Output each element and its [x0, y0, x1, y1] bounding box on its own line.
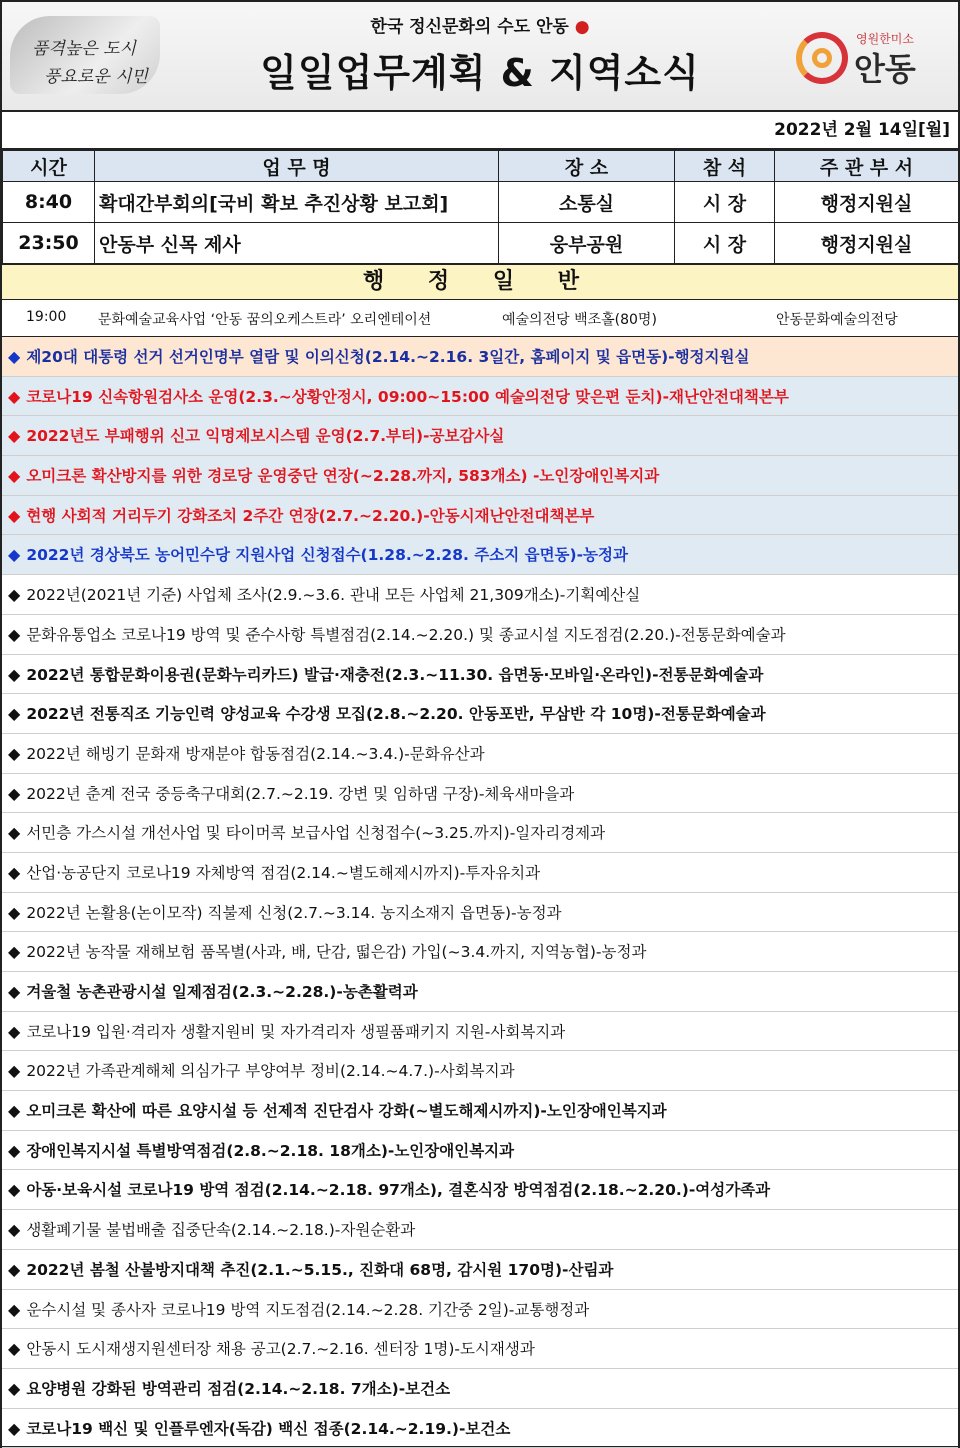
notice-item	[2, 1329, 958, 1369]
notice-text: 오미크론 확산방지를 위한 경로당 운영중단 연장(~2.28.까지, 583개소) -노인장애인복지과	[26, 467, 660, 486]
notice-item	[2, 1409, 958, 1448]
diamond-bullet-icon: ◆	[8, 1140, 21, 1160]
notice-text: 제20대 대통령 선거 선거인명부 열람 및 이의신청(2.14.~2.16. 3일간, 홈페이지 및 읍면동)-행정지원실	[26, 348, 750, 366]
diamond-bullet-icon: ◆	[8, 545, 21, 565]
event-task: 문화예술교육사업 ‘안동 꿈의오케스트라’ 오리엔테이션	[98, 312, 432, 328]
row-dept: 행정지원실	[775, 182, 959, 223]
notice-text: 2022년 해빙기 문화재 방재분야 합동점검(2.14.~3.4.)-문화유산과	[26, 744, 485, 763]
diamond-bullet-icon: ◆	[8, 783, 21, 803]
diamond-bullet-icon: ◆	[8, 505, 21, 525]
notice-item	[2, 893, 958, 933]
notice-text: 산업·농공단지 코로나19 자체방역 점검(2.14.~별도해제시까지)-투자유치과	[26, 863, 541, 882]
diamond-bullet-icon: ◆	[8, 664, 21, 684]
row-time: 23:50	[3, 223, 95, 264]
notice-item	[2, 1051, 958, 1091]
subtitle-text: 한국 정신문화의 수도 안동	[370, 17, 569, 37]
logo-slogan: 영원한미소	[856, 32, 914, 46]
row-place: 웅부공원	[499, 223, 675, 264]
notice-item	[2, 1170, 958, 1210]
notice-text: 현행 사회적 거리두기 강화조치 2주간 연장(2.7.~2.20.)-안동시재난안전대책본부	[26, 506, 595, 525]
diamond-bullet-icon: ◆	[8, 1021, 21, 1041]
diamond-bullet-icon: ◆	[8, 1220, 21, 1240]
diamond-bullet-icon: ◆	[8, 942, 21, 962]
notice-text: 2022년 춘계 전국 중등축구대회(2.7.~2.19. 강변 및 임하댐 구장)-체육새마을과	[26, 784, 575, 803]
schedule-table	[2, 150, 959, 264]
notice-text: 2022년(2021년 기준) 사업체 조사(2.9.~3.6. 관내 모든 사업체 21,309개소)-기획예산실	[26, 586, 641, 605]
notice-text: 아동·보육시설 코로나19 방역 점검(2.14.~2.18. 97개소), 결혼식장 방역점검(2.18.~2.20.)-여성가족과	[26, 1181, 771, 1200]
notice-item	[2, 1290, 958, 1330]
notice-item	[2, 694, 958, 734]
notice-text: 2022년도 부패행위 신고 익명제보시스템 운영(2.7.부터)-공보감사실	[26, 427, 505, 446]
notice-text: 2022년 봄철 산불방지대책 추진(2.1.~5.15., 진화대 68명, 감시원 170명)-산림과	[26, 1260, 614, 1279]
diamond-bullet-icon: ◆	[8, 1339, 21, 1359]
row-time: 8:40	[3, 182, 95, 223]
notice-item	[2, 813, 958, 853]
diamond-bullet-icon: ◆	[8, 704, 21, 724]
notice-item	[2, 1210, 958, 1250]
table-row	[3, 223, 959, 264]
notice-item	[2, 456, 958, 496]
notice-item	[2, 1250, 958, 1290]
notice-item	[2, 337, 958, 377]
row-task: 안동부 신목 제사	[95, 223, 499, 264]
section-title: 행 정 일 반	[2, 264, 958, 300]
diamond-bullet-icon: ◆	[8, 862, 21, 882]
notice-text: 2022년 논활용(논이모작) 직불제 신청(2.7.~3.14. 농지소재지 읍면동)-농정과	[26, 903, 562, 922]
slogan-line1: 품격높은 도시	[32, 39, 136, 59]
notice-item	[2, 655, 958, 695]
notice-item	[2, 1131, 958, 1171]
col-place: 장 소	[499, 151, 675, 182]
diamond-bullet-icon: ◆	[8, 1101, 21, 1121]
diamond-bullet-icon: ◆	[8, 426, 21, 446]
notice-item	[2, 575, 958, 615]
row-task: 확대간부회의[국비 확보 추진상황 보고회]	[95, 182, 499, 223]
notice-text: 2022년 통합문화이용권(문화누리카드) 발급·재충전(2.3.~11.30. 읍면동·모바일·온라인)-전통문화예술과	[26, 665, 764, 684]
row-attendee: 시 장	[675, 223, 775, 264]
col-time: 시간	[3, 151, 95, 182]
notice-list	[2, 337, 958, 1448]
notice-text: 서민층 가스시설 개선사업 및 타이머콕 보급사업 신청접수(~3.25.까지)-일자리경제과	[26, 824, 606, 843]
notice-item	[2, 416, 958, 456]
logo-city-name: 안동	[854, 50, 916, 88]
diamond-bullet-icon: ◆	[8, 823, 21, 843]
notice-item	[2, 535, 958, 575]
row-dept: 행정지원실	[775, 223, 959, 264]
notice-text: 안동시 도시재생지원센터장 채용 공고(2.7.~2.16. 센터장 1명)-도시재생과	[26, 1340, 535, 1359]
col-dept: 주 관 부 서	[775, 151, 959, 182]
notice-text: 오미크론 확산에 따른 요양시설 등 선제적 진단검사 강화(~별도해제시까지)-노인장애인복지과	[26, 1102, 667, 1121]
col-attendee: 참 석	[675, 151, 775, 182]
diamond-bullet-icon: ◆	[8, 585, 21, 605]
diamond-bullet-icon: ◆	[8, 743, 21, 763]
slogan-line2: 풍요로운 시민	[44, 67, 148, 87]
notice-text: 2022년 가족관계해체 의심가구 부양여부 정비(2.14.~4.7.)-사회복지과	[26, 1062, 515, 1081]
notice-item	[2, 774, 958, 814]
notice-text: 생활폐기물 불법배출 집중단속(2.14.~2.18.)-자원순환과	[26, 1221, 416, 1240]
notice-text: 2022년 농작물 재해보험 품목별(사과, 배, 단감, 떫은감) 가입(~3.4.까지, 지역농협)-농정과	[26, 943, 647, 962]
notice-item	[2, 377, 958, 417]
notice-text: 운수시설 및 종사자 코로나19 방역 지도점검(2.14.~2.28. 기간중 2일)-교통행정과	[26, 1300, 590, 1319]
notice-text: 2022년 경상북도 농어민수당 지원사업 신청접수(1.28.~2.28. 주소지 읍면동)-농정과	[26, 546, 628, 565]
report-date: 2022년 2월 14일[월]	[2, 112, 958, 150]
notice-item	[2, 1091, 958, 1131]
diamond-bullet-icon: ◆	[8, 902, 21, 922]
diamond-bullet-icon: ◆	[8, 466, 21, 486]
diamond-bullet-icon: ◆	[8, 386, 21, 406]
notice-item	[2, 1012, 958, 1052]
diamond-bullet-icon: ◆	[8, 624, 21, 644]
notice-text: 코로나19 백신 및 인플루엔자(독감) 백신 접종(2.14.~2.19.)-보건소	[26, 1419, 511, 1438]
notice-item	[2, 1369, 958, 1409]
col-task: 업 무 명	[95, 151, 499, 182]
event-dept: 안동문화예술의전당	[776, 312, 898, 328]
header-banner	[2, 2, 958, 112]
event-time: 19:00	[26, 309, 67, 325]
notice-item	[2, 972, 958, 1012]
notice-text: 코로나19 신속항원검사소 운영(2.3.~상황안정시, 09:00~15:00 예술의전당 맞은편 둔치)-재난안전대책본부	[26, 387, 789, 406]
andong-logo	[796, 24, 936, 90]
row-place: 소통실	[499, 182, 675, 223]
smile-logo-icon	[796, 32, 848, 84]
subtitle-mark-icon: ●	[574, 17, 590, 37]
schedule-header-row	[3, 151, 959, 182]
diamond-bullet-icon: ◆	[8, 347, 21, 366]
diamond-bullet-icon: ◆	[8, 1061, 21, 1081]
notice-text: 겨울철 농촌관광시설 일제점검(2.3.~2.28.)-농촌활력과	[26, 983, 418, 1001]
event-place: 예술의전당 백조홀(80명)	[502, 312, 657, 328]
row-attendee: 시 장	[675, 182, 775, 223]
notice-item	[2, 932, 958, 972]
notice-item	[2, 615, 958, 655]
notice-item	[2, 734, 958, 774]
notice-text: 문화유통업소 코로나19 방역 및 준수사항 특별점검(2.14.~2.20.) 및 종교시설 지도점검(2.20.)-전통문화예술과	[26, 625, 786, 644]
diamond-bullet-icon: ◆	[8, 1299, 21, 1319]
diamond-bullet-icon: ◆	[8, 982, 21, 1001]
notice-item	[2, 496, 958, 536]
notice-text: 코로나19 입원·격리자 생활지원비 및 자가격리자 생필품패키지 지원-사회복지과	[26, 1022, 566, 1041]
table-row	[3, 182, 959, 223]
diamond-bullet-icon: ◆	[8, 1378, 21, 1398]
diamond-bullet-icon: ◆	[8, 1180, 21, 1200]
diamond-bullet-icon: ◆	[8, 1418, 21, 1438]
notice-item	[2, 853, 958, 893]
diamond-bullet-icon: ◆	[8, 1259, 21, 1279]
section-event-row	[2, 300, 958, 337]
notice-text: 2022년 전통직조 기능인력 양성교육 수강생 모집(2.8.~2.20. 안동포반, 무삼반 각 10명)-전통문화예술과	[26, 705, 766, 724]
notice-text: 장애인복지시설 특별방역점검(2.8.~2.18. 18개소)-노인장애인복지과	[26, 1141, 515, 1160]
page-title: 일일업무계획 & 지역소식	[260, 51, 700, 95]
notice-text: 요양병원 강화된 방역관리 점검(2.14.~2.18. 7개소)-보건소	[26, 1379, 451, 1398]
